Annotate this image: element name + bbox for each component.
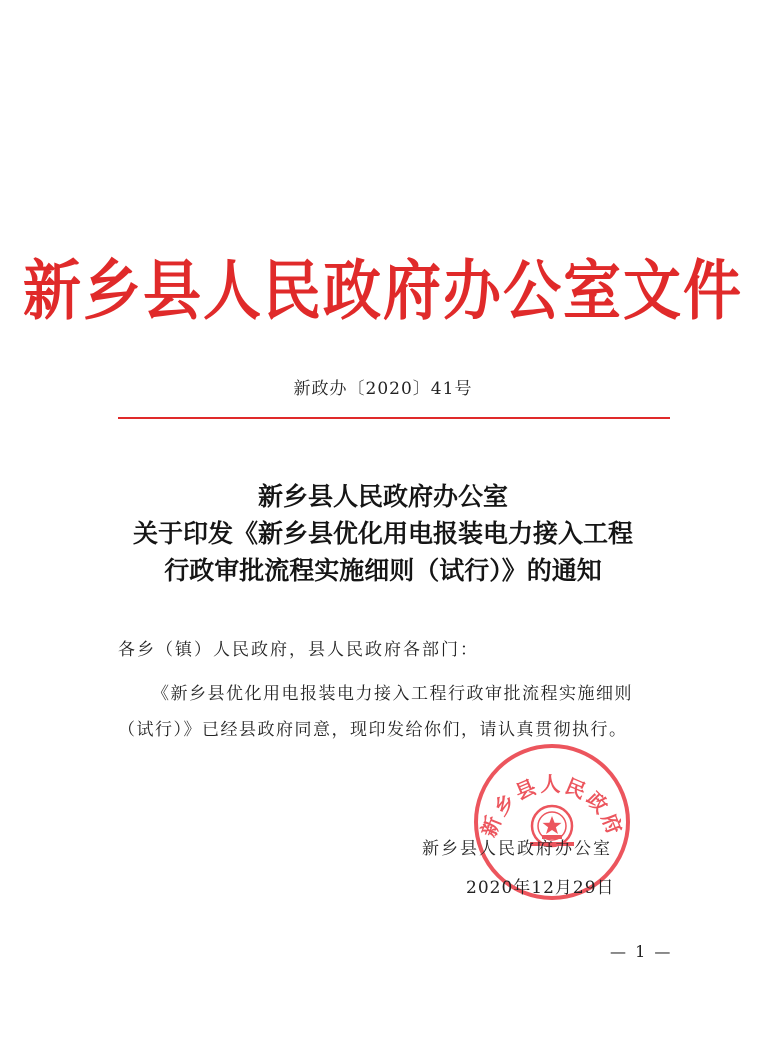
subject-line-2: 关于印发《新乡县优化用电报装电力接入工程 — [132, 519, 633, 548]
subject-line-1: 新乡县人民政府办公室 — [257, 482, 508, 511]
seal-arc-text: 新乡县人民政府 — [476, 772, 628, 841]
issuer-signature: 新乡县人民政府办公室 — [422, 839, 612, 859]
notice-subject — [0, 478, 766, 589]
recipients-line: 各乡（镇）人民政府，县人民政府各部门： — [118, 640, 479, 660]
body-paragraph — [118, 676, 678, 748]
paragraph-line-1: 《新乡县优化用电报装电力接入工程行政审批流程实施细则 — [152, 684, 633, 704]
paragraph-line-2: （试行）》已经县政府同意，现印发给你们，请认真贯彻执行。 — [118, 720, 628, 740]
red-divider-line — [118, 417, 670, 419]
document-title: 新乡县人民政府办公室文件 — [22, 252, 743, 329]
subject-line-3: 行政审批流程实施细则（试行）》的通知 — [164, 556, 602, 585]
issue-date: 2020年12月29日 — [466, 878, 615, 898]
page-number: — 1 — — [610, 942, 673, 961]
document-number: 新政办〔2020〕41号 — [293, 379, 473, 399]
